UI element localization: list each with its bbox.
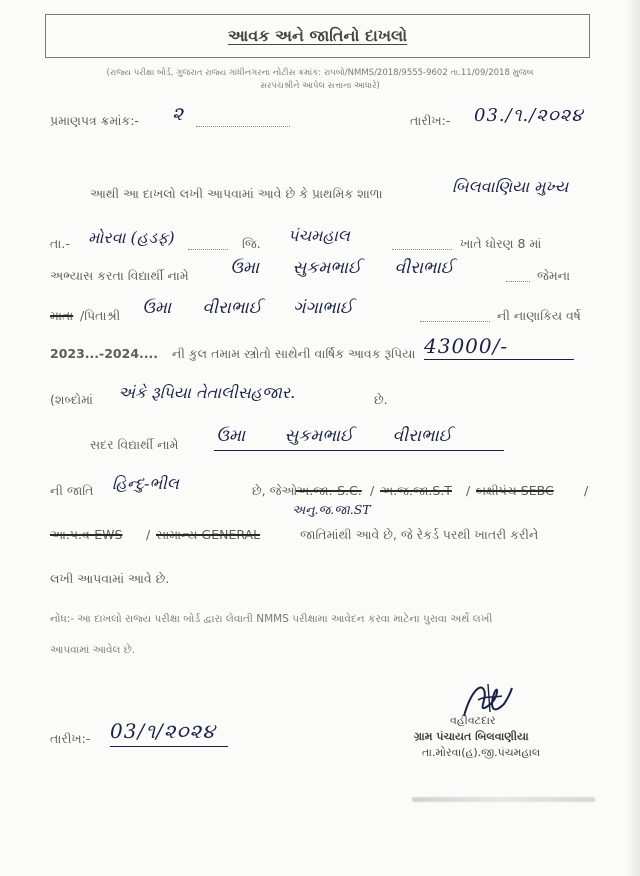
income-amount: 43000/- — [424, 334, 509, 358]
category-option-general: સામાન્ય GENERAL — [156, 527, 261, 542]
footer-date-label: તારીખ:- — [50, 731, 91, 746]
stamp-address: તા.મોરવા(હ).જી.પંચમહાલ — [422, 746, 541, 759]
date-label: તારીખ:- — [410, 113, 451, 128]
father-label: /પિતાશ્રી — [80, 308, 121, 323]
dotted-leader — [420, 321, 490, 322]
separator: / — [370, 483, 375, 498]
dotted-leader — [188, 249, 228, 250]
district-label: જિ. — [242, 236, 261, 251]
stamp-office: ગ્રામ પંચાયત બિલવાણીયા — [414, 730, 529, 743]
separator: / — [146, 527, 151, 542]
parent-name: ઉમા વીરાભાઈ ગંગાભાઈ — [142, 298, 353, 318]
serial-value: ૨ — [172, 103, 184, 125]
income-text: ની કુલ તમામ સ્ત્રોતો સાથેની વાર્ષિક આવક રૂપિયા — [172, 346, 416, 361]
dotted-leader — [196, 126, 290, 127]
serial-label: પ્રમાણપત્ર ક્રમાંક:- — [50, 113, 139, 128]
closing-text: લખી આપવામાં આવે છે. — [50, 571, 170, 586]
note-line-2: આપવામાં આવેલ છે. — [50, 644, 136, 656]
caste-label: ની જાતિ — [50, 483, 94, 498]
authority-note-line-1: (રાજ્ય પરીક્ષા બોર્ડ, ગુજરાત રાજ્ય ગાંધીનગરના નોટીસ ક્રમાંક: રાપબો/NMMS/2018/9555-9602 તા.11/09/2018 મુજબ — [106, 68, 534, 78]
income-words: અંકે રૂપિયા તેતાલીસહજાર. — [118, 383, 296, 402]
whose-text: જેમના — [537, 268, 571, 283]
stamp-designation: વહીવટદાર — [450, 714, 496, 727]
intro-text: આથી આ દાખલો લખી આપવામાં આવે છે કે પ્રાથમિક શાળા — [90, 186, 383, 201]
category-handwritten: અનુ.જ.જા.ST — [292, 502, 371, 517]
handwritten-underline — [214, 450, 504, 451]
category-option-sc: અ.જા.-S.C. — [296, 483, 362, 498]
caste-mid: છે, જેઓ — [252, 483, 298, 498]
standard-text: ખાતે ધોરણ 8 માં — [460, 236, 542, 251]
authority-note-line-2: સરપંચશ્રીને આપેલ સત્તાના આધારે) — [260, 81, 380, 91]
student-label-2: સદર વિદ્યાર્થી નામે — [90, 437, 179, 452]
category-option-sebc: બક્ષીપંચ SEBC — [476, 483, 554, 498]
taluka-label: તા.- — [50, 236, 70, 251]
note-line-1: નોંધ:- આ દાખલો રાજ્ય પરીક્ષા બોર્ડ દ્વારા લેવાતી NMMS પરીક્ષામાં આવેદન કરવા માટેના પુરાવા અર્થે લખી — [50, 613, 493, 625]
separator: / — [466, 483, 471, 498]
handwritten-underline — [424, 359, 574, 360]
student-name-2: ઉમા સુકમભાઈ વીરાભાઈ — [216, 426, 452, 446]
category-option-st: અ.જ.જા.S.T — [380, 483, 452, 498]
words-label: (શબ્દોમાં — [50, 392, 93, 407]
financial-year: 2023...-2024.... — [50, 346, 159, 361]
dotted-leader — [392, 249, 452, 250]
words-end: છે. — [374, 392, 388, 407]
caste-value: હિન્દુ-ભીલ — [112, 474, 179, 493]
footer-date-value: 03/૧/૨૦૨૪ — [110, 719, 216, 743]
dotted-leader — [506, 281, 530, 282]
date-value: 03./૧./૨૦૨૪ — [474, 105, 584, 126]
separator: / — [584, 483, 589, 498]
school-name: બિલવાણિયા મુખ્ય — [452, 177, 569, 196]
mother-label: માતા — [50, 308, 74, 323]
title-box — [45, 14, 590, 58]
district-value: પંચમહાલ — [288, 226, 350, 245]
category-option-ews: આ.પ.વ-EWS — [50, 527, 123, 542]
student-label: અભ્યાસ કરતા વિદ્યાર્થી નામે — [50, 268, 189, 283]
handwritten-underline — [110, 746, 228, 747]
financial-year-label: ની નાણાકિય વર્ષ — [497, 308, 581, 323]
taluka-value: મોરવા (હડફ) — [88, 228, 175, 247]
certificate-title: આવક અને જાતિનો દાખલો — [227, 26, 408, 45]
faint-footer-print — [412, 797, 595, 802]
student-name: ઉમા સુકમભાઈ વીરાભાઈ — [230, 258, 454, 278]
category-end: જાતિમાંથી આવે છે, જે રેકર્ડ પરથી ખાતરી કરીને — [300, 527, 539, 542]
